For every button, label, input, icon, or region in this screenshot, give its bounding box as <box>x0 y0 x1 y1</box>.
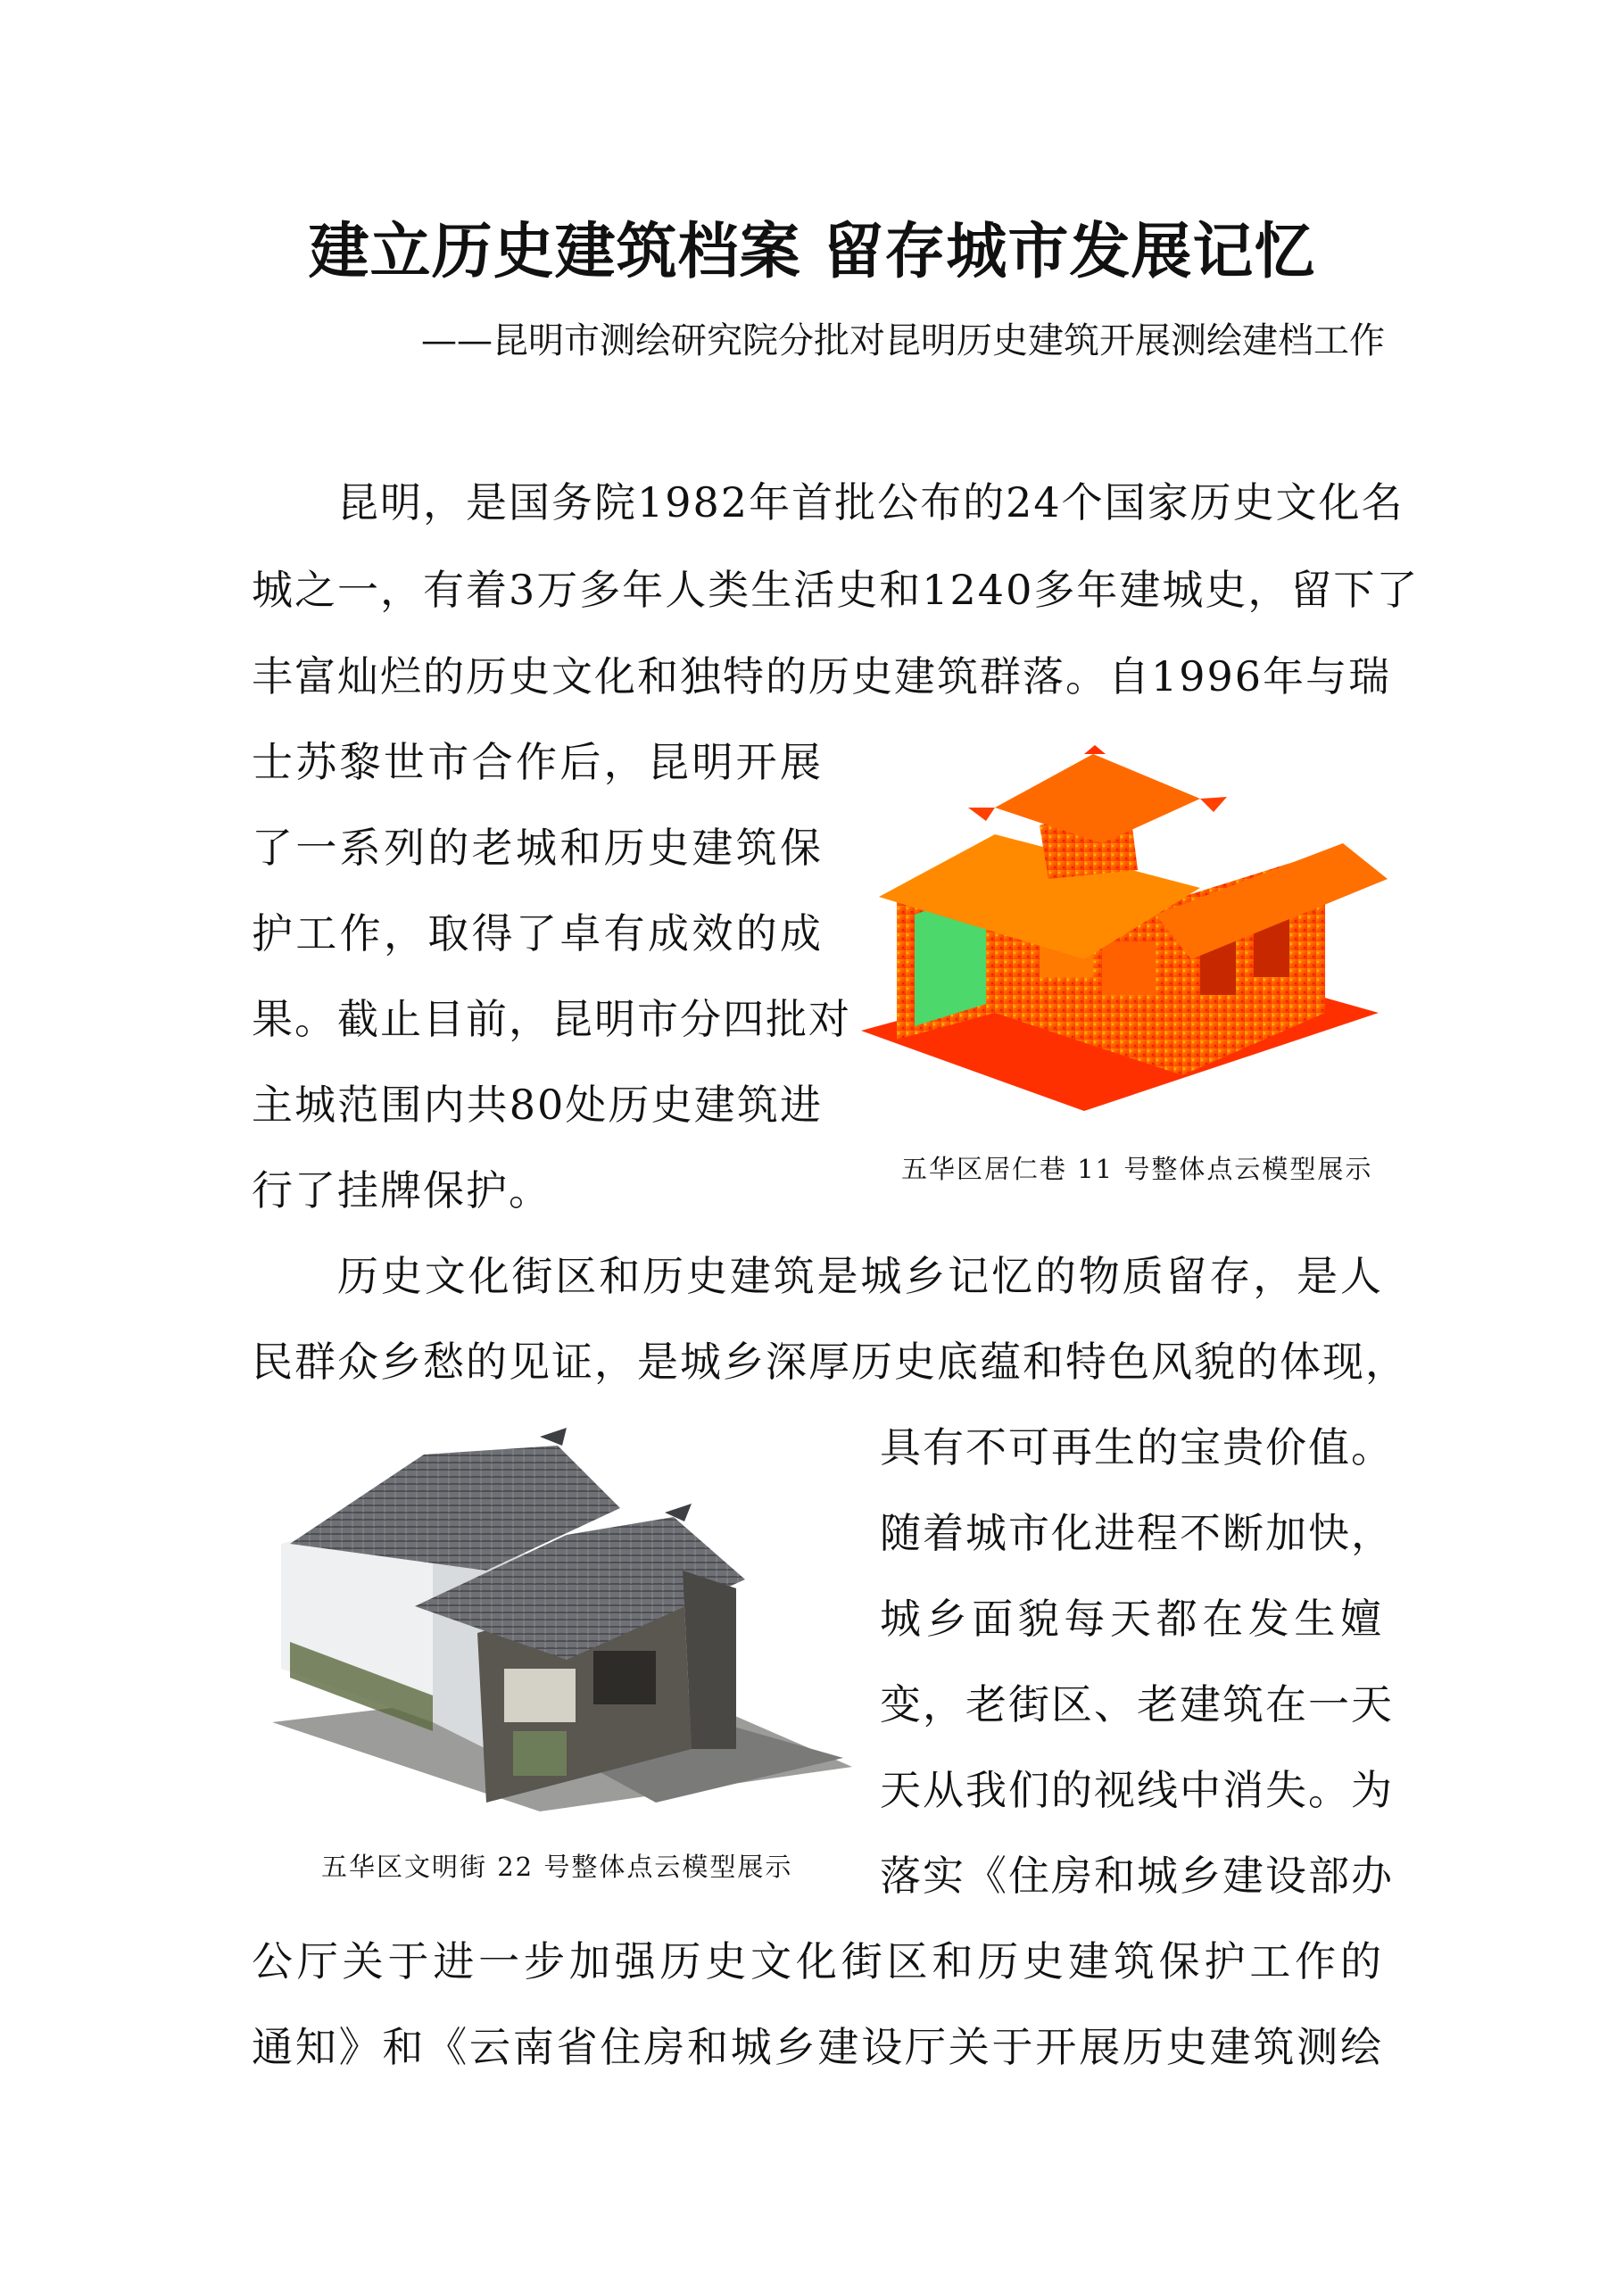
paragraph-line: 行了挂牌保护。 <box>252 1166 551 1214</box>
figure-caption-juren: 五华区居仁巷 11 号整体点云模型展示 <box>901 1154 1373 1184</box>
article-subtitle: ——昆明市测绘研究院分批对昆明历史建筑开展测绘建档工作 <box>421 320 1385 361</box>
paragraph-line: 果。截止目前，昆明市分四批对 <box>252 995 851 1043</box>
paragraph-line: 城之一，有着3万多年人类生活史和1240多年建城史，留下了 <box>252 566 1420 614</box>
paragraph-line: 公厅关于进一步加强历史文化街区和历史建筑保护工作的 <box>252 1937 1383 1985</box>
paragraph-line: 落实《住房和城乡建设部办 <box>880 1852 1394 1900</box>
pointcloud-model-image-juren <box>861 745 1396 1120</box>
article-title: 建立历史建筑档案 留存城市发展记忆 <box>308 217 1316 287</box>
paragraph-line: 城乡面貌每天都在发生嬗 <box>880 1595 1383 1643</box>
paragraph-line: 变，老街区、老建筑在一天 <box>880 1680 1394 1728</box>
paragraph-line: 丰富灿烂的历史文化和独特的历史建筑群落。自1996年与瑞 <box>252 652 1392 700</box>
paragraph-line: 主城范围内共80处历史建筑进 <box>252 1081 823 1129</box>
paragraph-line: 昆明，是国务院1982年首批公布的24个国家历史文化名 <box>337 478 1404 526</box>
paragraph-line: 了一系列的老城和历史建筑保 <box>252 824 823 872</box>
paragraph-line: 历史文化街区和历史建筑是城乡记忆的物质留存，是人 <box>337 1252 1383 1300</box>
pointcloud-model-image-wenming <box>272 1428 852 1811</box>
paragraph-line: 天从我们的视线中消失。为 <box>880 1766 1394 1814</box>
paragraph-line: 护工作，取得了卓有成效的成 <box>252 909 823 957</box>
paragraph-line: 民群众乡愁的见证，是城乡深厚历史底蕴和特色风貌的体现， <box>252 1338 1408 1386</box>
paragraph-line: 具有不可再生的宝贵价值。 <box>880 1423 1394 1471</box>
paragraph-line: 随着城市化进程不断加快， <box>880 1509 1394 1557</box>
paragraph-line: 通知》和《云南省住房和城乡建设厅关于开展历史建筑测绘 <box>252 2023 1383 2071</box>
paragraph-line: 士苏黎世市合作后，昆明开展 <box>252 738 823 786</box>
figure-caption-wenming: 五华区文明街 22 号整体点云模型展示 <box>321 1852 793 1882</box>
